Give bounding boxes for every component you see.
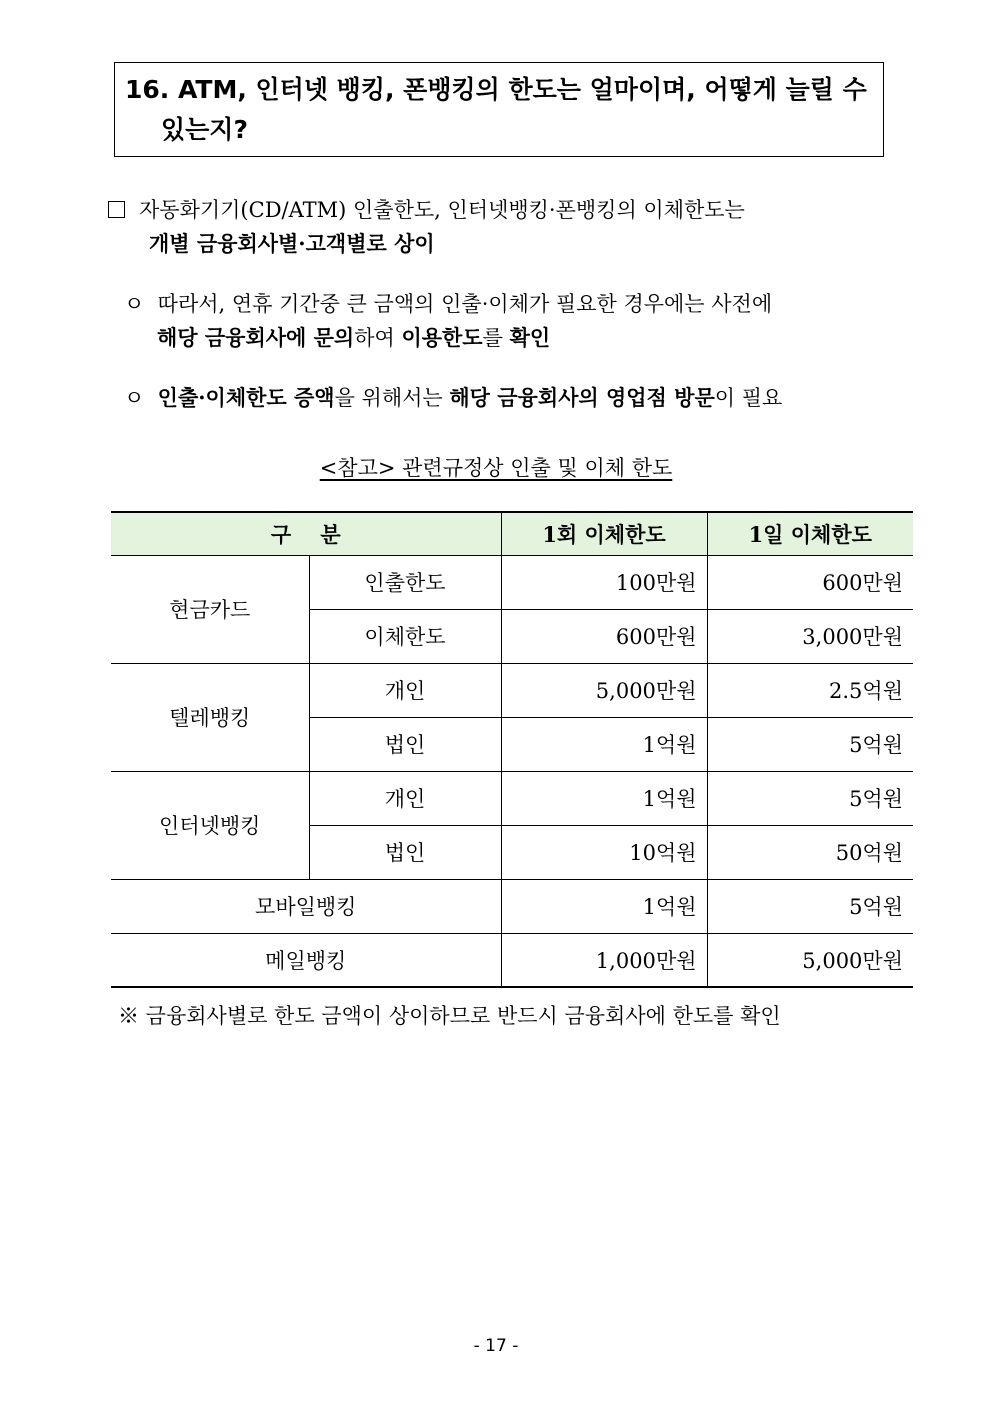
row-sub-label: 이체한도 bbox=[309, 609, 501, 663]
bullet-2 bbox=[124, 381, 782, 415]
row-group-internet-banking: 인터넷뱅킹 bbox=[111, 771, 309, 879]
bullet-1 bbox=[124, 287, 772, 355]
row-sub-label: 개인 bbox=[309, 771, 501, 825]
table-header-row bbox=[111, 512, 913, 555]
bullet-1-bold-2: 이용한도 bbox=[401, 325, 483, 350]
row-sub-label: 개인 bbox=[309, 663, 501, 717]
table-row bbox=[111, 771, 913, 825]
bullet-1-line-1: 따라서, 연휴 기간중 큰 금액의 인출·이체가 필요한 경우에는 사전에 bbox=[157, 292, 773, 316]
bullet-2-marker: ㅇ bbox=[124, 386, 145, 410]
question-title-line-2: 있는지? bbox=[161, 115, 248, 144]
row-group-cash-card: 현금카드 bbox=[111, 555, 309, 663]
table-caption: <참고> 관련규정상 인출 및 이체 한도 bbox=[319, 456, 673, 480]
daily-limit-value: 50억원 bbox=[707, 825, 913, 879]
daily-limit-value: 5억원 bbox=[707, 879, 913, 933]
section-1 bbox=[108, 193, 745, 261]
daily-limit-value: 2.5억원 bbox=[707, 663, 913, 717]
once-limit-value: 1억원 bbox=[501, 879, 707, 933]
header-category: 구 분 bbox=[111, 512, 501, 555]
page-number: - 17 - bbox=[473, 1336, 519, 1356]
row-sub-label: 법인 bbox=[309, 825, 501, 879]
daily-limit-value: 600만원 bbox=[707, 555, 913, 609]
checkbox-square-icon bbox=[108, 201, 125, 218]
bullet-2-plain-2: 이 필요 bbox=[714, 386, 783, 410]
bullet-1-plain-2: 를 bbox=[482, 326, 510, 350]
bullet-2-bold-2: 해당 금융회사의 영업점 방문 bbox=[449, 385, 715, 410]
row-sub-label: 법인 bbox=[309, 717, 501, 771]
bullet-1-bold-3: 확인 bbox=[509, 325, 551, 350]
daily-limit-value: 5억원 bbox=[707, 771, 913, 825]
row-group-mobile-banking: 모바일뱅킹 bbox=[111, 879, 501, 933]
daily-limit-value: 5,000만원 bbox=[707, 933, 913, 987]
bullet-1-plain-1: 하여 bbox=[354, 326, 402, 350]
bullet-2-plain-1: 을 위해서는 bbox=[334, 386, 450, 410]
row-sub-label: 인출한도 bbox=[309, 555, 501, 609]
table-row bbox=[111, 933, 913, 987]
daily-limit-value: 3,000만원 bbox=[707, 609, 913, 663]
once-limit-value: 600만원 bbox=[501, 609, 707, 663]
once-limit-value: 1억원 bbox=[501, 717, 707, 771]
bullet-1-bold-1: 해당 금융회사에 문의 bbox=[157, 325, 355, 350]
table-row bbox=[111, 879, 913, 933]
section-1-bold-text: 개별 금융회사별·고객별로 상이 bbox=[149, 231, 435, 256]
question-title-line-1: 16. ATM, 인터넷 뱅킹, 폰뱅킹의 한도는 얼마이며, 어떻게 늘릴 수 bbox=[125, 75, 867, 104]
table-row bbox=[111, 663, 913, 717]
row-group-telebanking: 텔레뱅킹 bbox=[111, 663, 309, 771]
footnote: ※ 금융회사별로 한도 금액이 상이하므로 반드시 금융회사에 한도를 확인 bbox=[118, 1004, 781, 1028]
once-limit-value: 5,000만원 bbox=[501, 663, 707, 717]
once-limit-value: 10억원 bbox=[501, 825, 707, 879]
question-title-box bbox=[114, 62, 884, 157]
limits-table bbox=[111, 511, 913, 988]
header-daily-limit: 1일 이체한도 bbox=[707, 512, 913, 555]
bullet-1-marker: ㅇ bbox=[124, 292, 145, 316]
bullet-2-bold-1: 인출·이체한도 증액 bbox=[157, 385, 335, 410]
once-limit-value: 1,000만원 bbox=[501, 933, 707, 987]
row-group-mail-banking: 메일뱅킹 bbox=[111, 933, 501, 987]
table-row bbox=[111, 555, 913, 609]
daily-limit-value: 5억원 bbox=[707, 717, 913, 771]
once-limit-value: 1억원 bbox=[501, 771, 707, 825]
section-1-text: 자동화기기(CD/ATM) 인출한도, 인터넷뱅킹·폰뱅킹의 이체한도는 bbox=[139, 198, 745, 222]
header-once-limit: 1회 이체한도 bbox=[501, 512, 707, 555]
once-limit-value: 100만원 bbox=[501, 555, 707, 609]
